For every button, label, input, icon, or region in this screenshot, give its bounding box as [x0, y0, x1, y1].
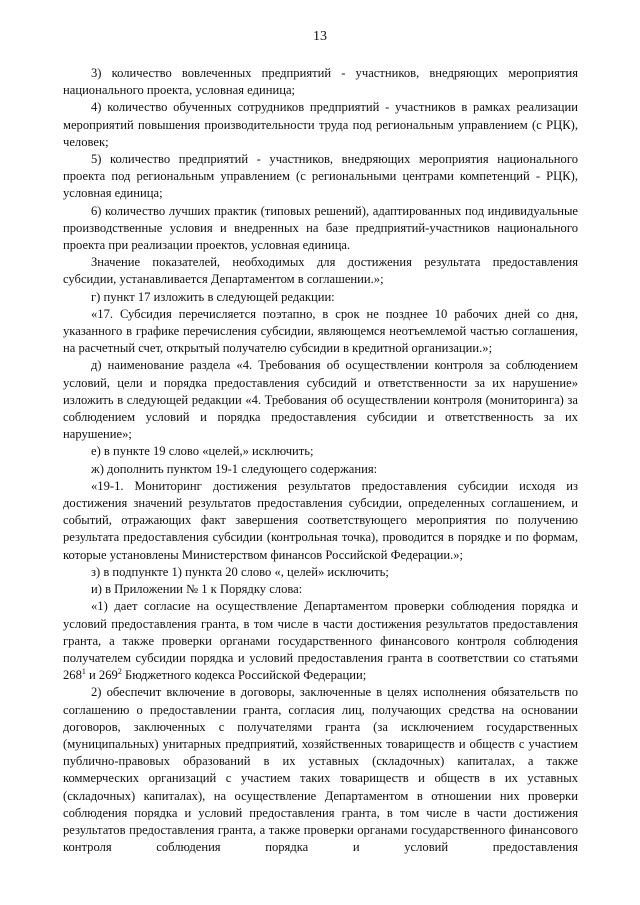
superscript-1: 1 [81, 667, 86, 677]
paragraph-amendment-i: и) в Приложении № 1 к Порядку слова: [91, 582, 303, 597]
paragraph-indicator-3: 3) количество вовлеченных предприятий - участников, внедряющих мероприятия национального проекта, условная единица; [63, 66, 578, 98]
consent-text-before: «1) дает согласие на осуществление Департаментом проверки соблюдения порядка и условий предоставления гранта, в том числе в части достижения результатов предоставления гранта, а также проверки органами государственного финансового контроля соблюдения получателем субсидии порядка и условий предоставления гранта в соответствии со статьями 268 [63, 599, 578, 683]
paragraph-amendment-e: е) в пункте 19 слово «целей,» исключить; [91, 444, 314, 459]
paragraph-amendment-zh: ж) дополнить пунктом 19-1 следующего содержания: [91, 461, 378, 476]
paragraph-obligation-2: 2) обеспечит включение в договоры, заключенные в целях исполнения обязательств по соглашению о предоставлении гранта, согласия лиц, получающих средства на основании договоров, заключенных с получателями гранта (за исключением государственных (муниципальных) унитарных предприятий, хозяйственных товариществ и обществ с участием публично-правовых образований в их уставных (складочных) капиталах, а также коммерческих организаций с участием таких товариществ и обществ в их уставных (складочных) капиталах), на осуществление Департаментом в отношении них проверки соблюдения порядка и условий предоставления гранта, в том числе в части достижения результатов предоставления гранта, а также проверки органами государственного финансового контроля соблюдения порядка и условий предоставления [63, 685, 578, 855]
paragraph-amendment-d: д) наименование раздела «4. Требования об осуществлении контроля за соблюдением условий, цели и порядка предоставления субсидий и ответственности за их нарушение» изложить в следующей редакции «4. Требования об осуществлении контроля (мониторинга) за соблюдением условий и порядка предоставления субсидии и ответственность за их нарушение»; [63, 358, 578, 442]
consent-text-middle: и 269 [85, 668, 118, 683]
paragraph-indicator-6: 6) количество лучших практик (типовых решений), адаптированных под индивидуальные производственные условия и внедренных на базе предприятий-участников национального проекта при реализации проектов, условная единица. [63, 203, 578, 253]
paragraph-amendment-z: з) в подпункте 1) пункта 20 слово «, целей» исключить; [91, 564, 389, 579]
paragraph-consent-1 [63, 598, 578, 684]
document-body [63, 65, 578, 856]
page-number: 13 [313, 29, 327, 44]
superscript-2: 2 [117, 667, 122, 677]
paragraph-indicator-5: 5) количество предприятий - участников, внедряющих мероприятия национального проекта под региональным управлением (с региональными центрами компетенций - РЦК), условная единица; [63, 152, 578, 201]
paragraph-clause-17: «17. Субсидия перечисляется поэтапно, в срок не позднее 10 рабочих дней со дня, указанного в графике перечисления субсидии, являющемся неотъемлемой частью соглашения, на расчетный счет, открытый получателю субсидии в кредитной организации.»; [63, 306, 578, 356]
paragraph-clause-19-1: «19-1. Мониторинг достижения результатов предоставления субсидии исходя из достижения значений результатов предоставления субсидии, определенных соглашением, и событий, отражающих факт завершения соответствующего мероприятия по получению результата предоставления субсидии (контрольная точка), проводится в порядке и по формам, которые установлены Министерством финансов Российской Федерации.»; [63, 478, 578, 562]
paragraph-amendment-g: г) пункт 17 изложить в следующей редакции: [91, 289, 335, 304]
paragraph-indicator-4: 4) количество обученных сотрудников предприятий - участников в рамках реализации мероприятий повышения производительности труда под региональным управлением (с РЦК), человек; [63, 100, 578, 149]
consent-text-after: Бюджетного кодекса Российской Федерации; [121, 668, 367, 683]
paragraph-indicator-values: Значение показателей, необходимых для достижения результата предоставления субсидии, устанавливается Департаментом в соглашении.»; [63, 255, 578, 287]
